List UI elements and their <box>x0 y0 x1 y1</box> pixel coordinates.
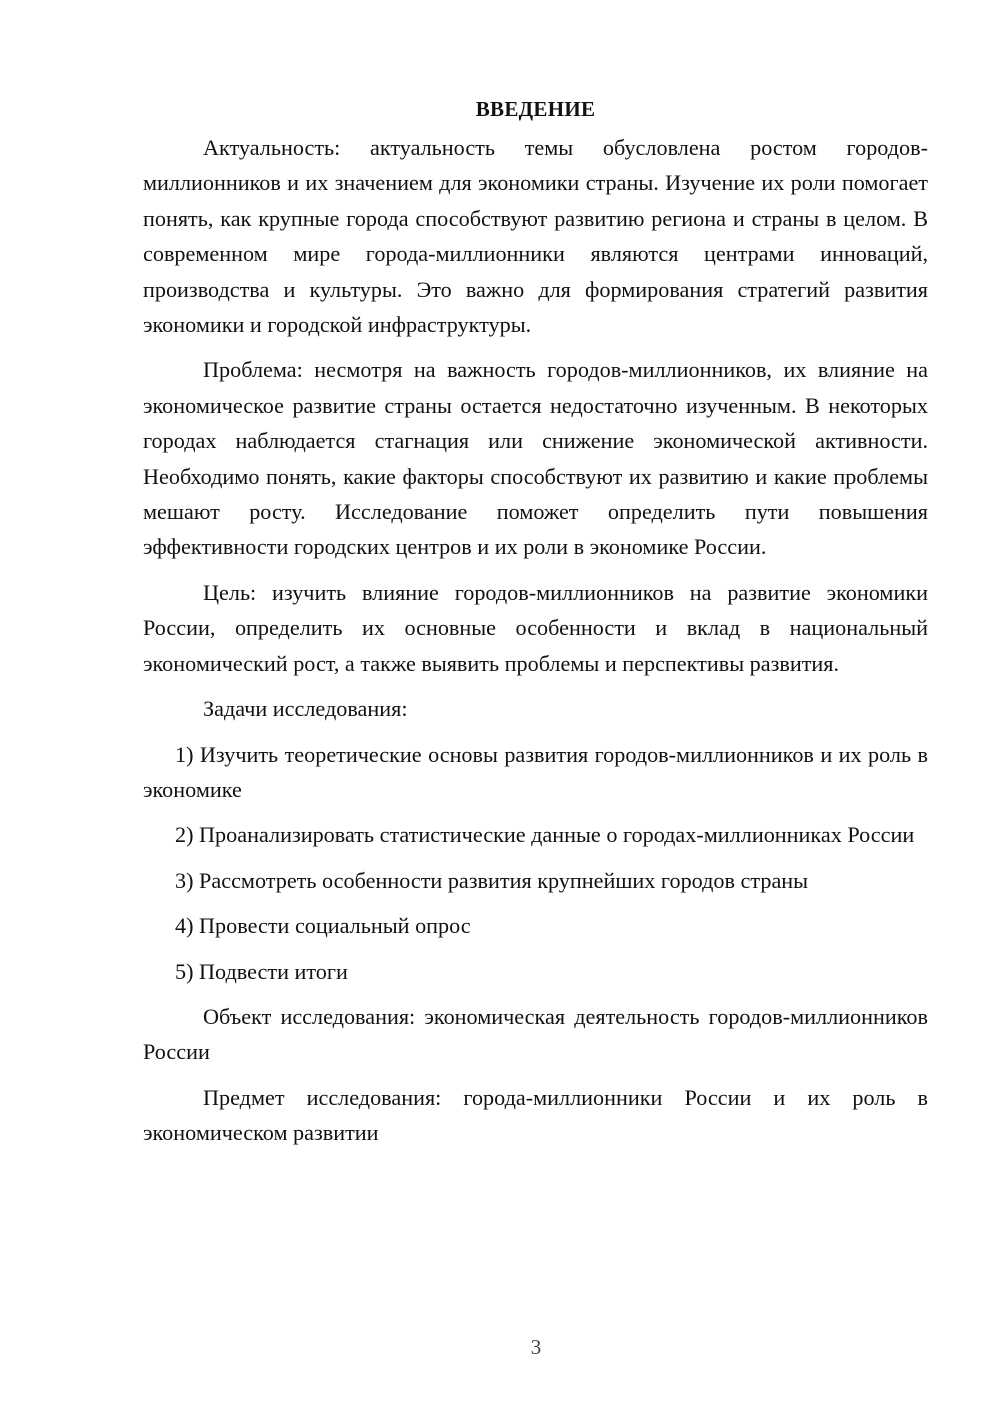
problem-paragraph: Проблема: несмотря на важность городов-миллионников, их влияние на экономическое развитие страны остается недостаточно изученным. В некоторых городах наблюдается стагнация или снижение экономической активности. Необходимо понять, какие факторы способствуют их развитию и какие проблемы мешают росту. Исследование поможет определить пути повышения эффективности городских центров и их роли в экономике России. <box>143 357 928 560</box>
page-content <box>143 92 928 1161</box>
section-title: ВВЕДЕНИЕ <box>475 97 596 121</box>
tasks-heading: Задачи исследования: <box>203 696 408 722</box>
task-item-4: 4) Провести социальный опрос <box>175 913 471 939</box>
task-item-1: 1) Изучить теоретические основы развития городов-миллионников и их роль в экономике <box>143 741 928 802</box>
task-item-5: 5) Подвести итоги <box>175 958 348 984</box>
goal-paragraph: Цель: изучить влияние городов-миллионников на развитие экономики России, определить их основные особенности и вклад в национальный экономический рост, а также выявить проблемы и перспективы развития. <box>143 579 928 676</box>
research-object-paragraph: Объект исследования: экономическая деятельность городов-миллионников России <box>143 1003 928 1065</box>
research-subject-paragraph: Предмет исследования: города-миллионники России и их роль в экономическом развитии <box>143 1084 928 1146</box>
task-item-2: 2) Проанализировать статистические данные о городах-миллионниках России <box>175 822 915 848</box>
tasks-list <box>143 737 928 989</box>
task-item-3: 3) Рассмотреть особенности развития крупнейших городов страны <box>175 867 809 893</box>
page-number: 3 <box>530 1335 542 1359</box>
relevance-paragraph: Актуальность: актуальность темы обусловлена ростом городов-миллионников и их значением для экономики страны. Изучение их роли помогает понять, как крупные города способствуют развитию региона и страны в целом. В современном мире города-миллионники являются центрами инноваций, производства и культуры. Это важно для формирования стратегий развития экономики и городской инфраструктуры. <box>143 135 928 338</box>
